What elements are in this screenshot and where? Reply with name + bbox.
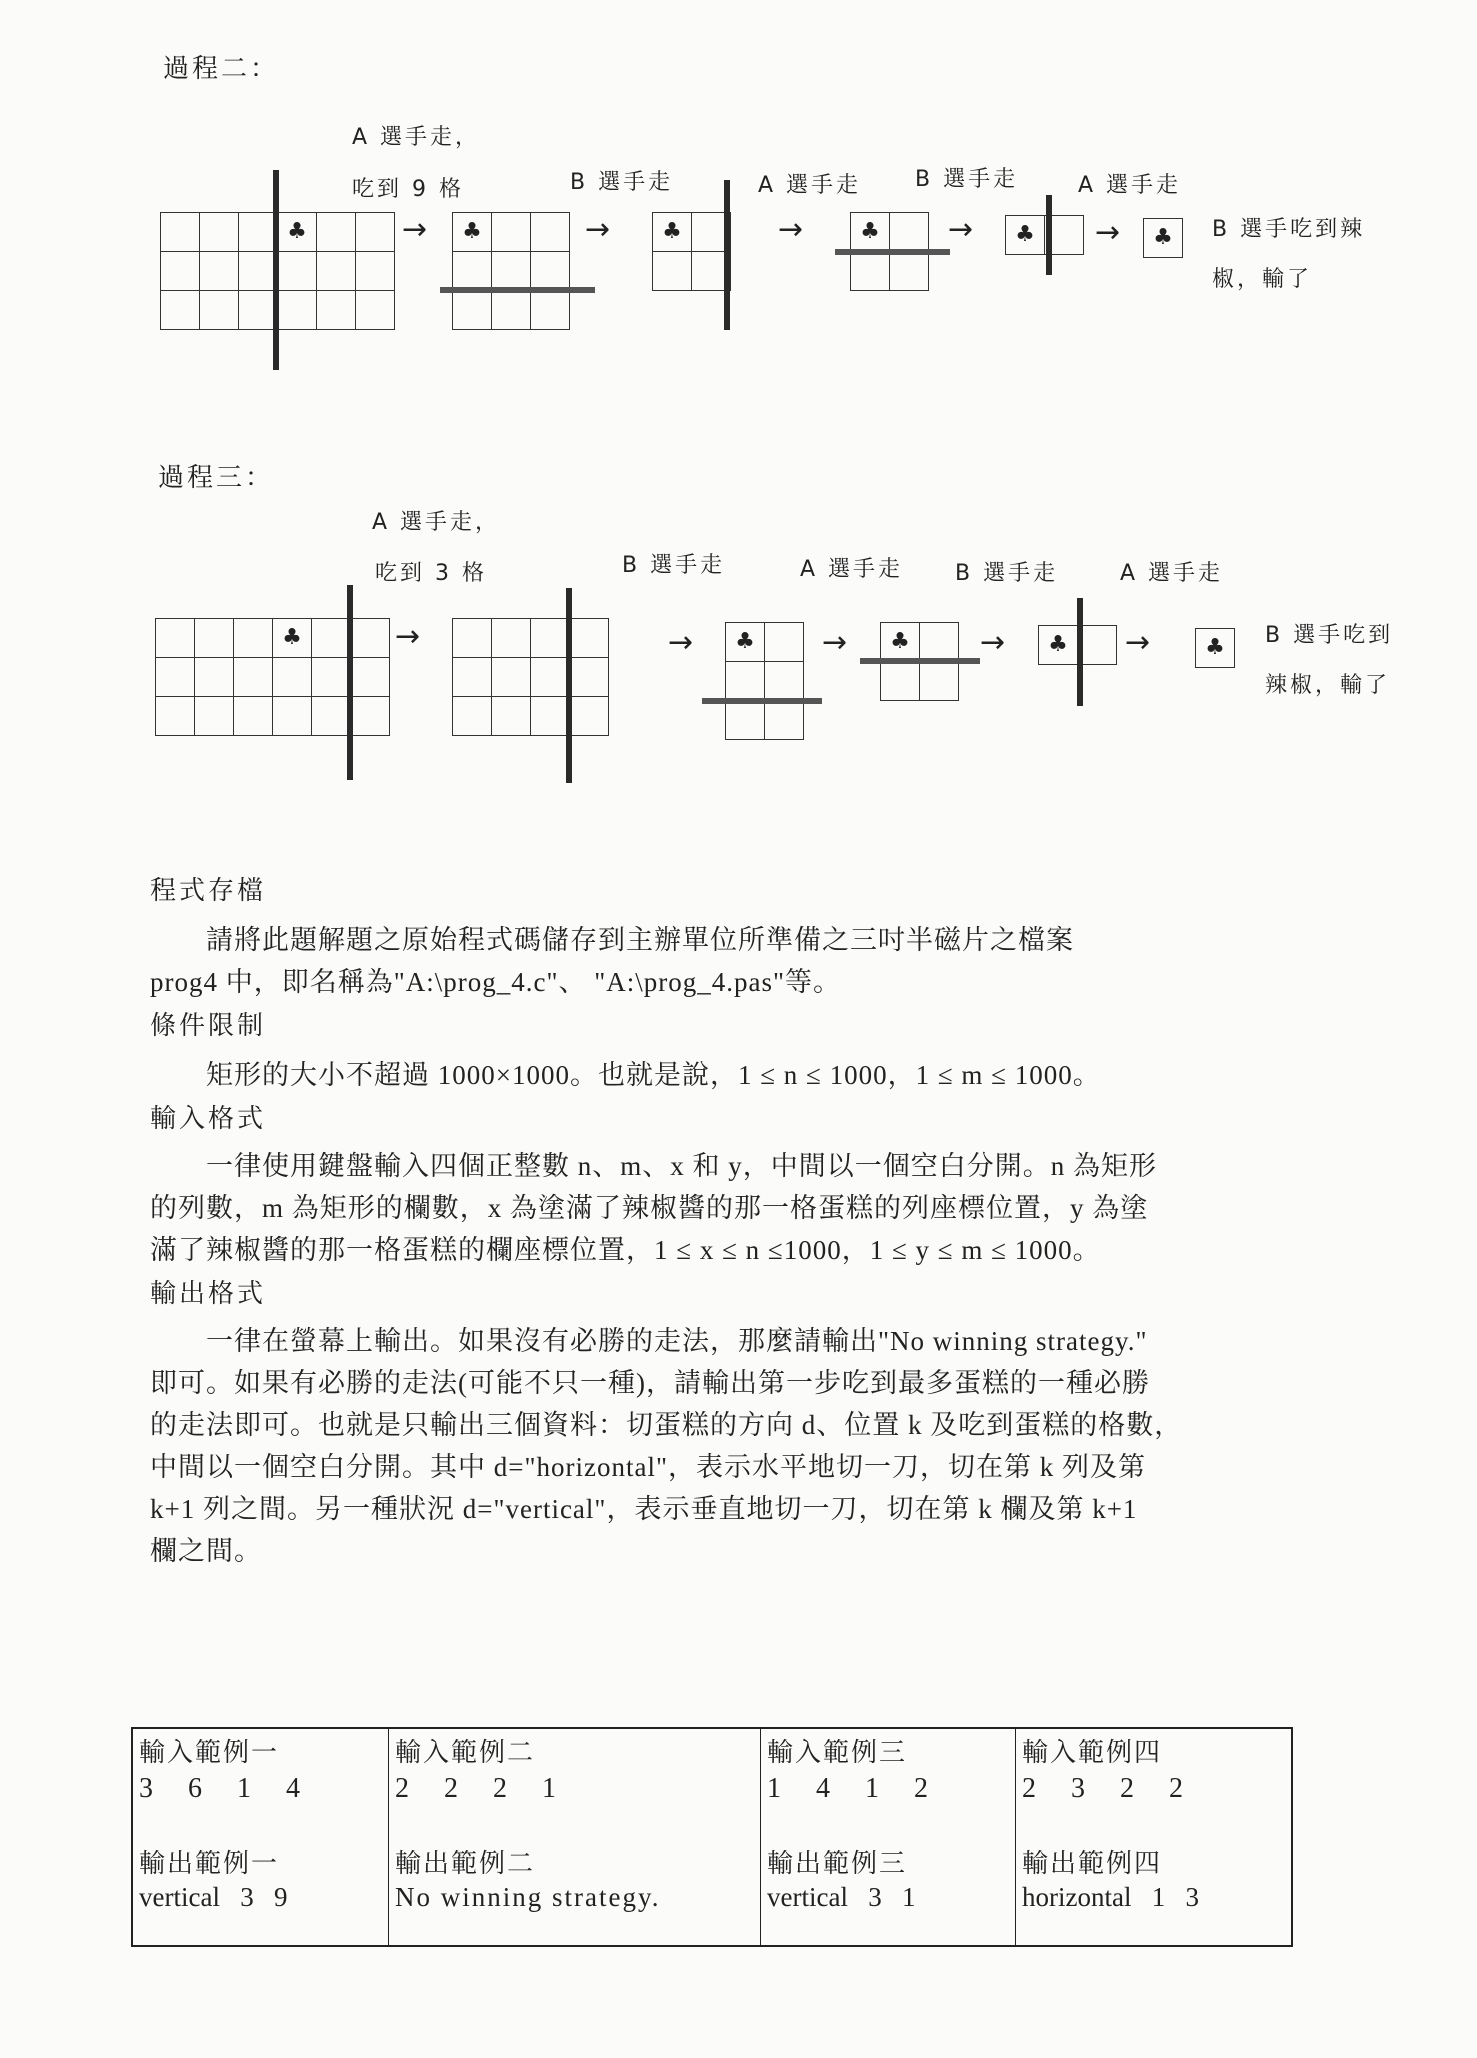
- p3-cake-grid-3: [725, 622, 804, 740]
- p2-label-a2: A 選手走: [758, 173, 862, 198]
- chili-cell-icon: ♣: [662, 219, 682, 244]
- p3-vertical-cut-2: [566, 588, 572, 783]
- arrow-icon: →: [585, 212, 611, 247]
- arrow-icon: →: [395, 619, 421, 654]
- limits-line-1: 矩形的大小不超過 1000×1000。也就是說，1 ≤ n ≤ 1000，1 ≤ m ≤ 1000。: [206, 1060, 1101, 1090]
- output-format-heading: 輸出格式: [150, 1279, 267, 1309]
- input-line-1: 一律使用鍵盤輸入四個正整數 n、m、x 和 y，中間以一個空白分開。n 為矩形: [206, 1151, 1157, 1181]
- chili-cell-icon: ♣: [287, 219, 307, 244]
- chili-cell-icon: ♣: [462, 219, 482, 244]
- p2-horizontal-cut-2: [835, 249, 950, 255]
- p3-label-b2: B 選手走: [955, 561, 1059, 586]
- output-line-5: k+1 列之間。另一種狀況 d="vertical"，表示垂直地切一刀，切在第 k 欄及第 k+1: [150, 1494, 1138, 1524]
- p3-label-b1: B 選手走: [622, 553, 726, 578]
- chili-cell-icon: ♣: [282, 625, 302, 650]
- p3-cake-grid-1: [155, 618, 390, 736]
- example-3-input-title: 輸入範例三: [767, 1738, 908, 1768]
- p3-label-end-line1: B 選手吃到: [1265, 623, 1394, 648]
- output-line-6: 欄之間。: [150, 1536, 262, 1566]
- p3-label-a2: A 選手走: [800, 557, 904, 582]
- example-1-output: vertical 3 9: [139, 1882, 288, 1912]
- p3-cake-grid-6: [1195, 628, 1235, 668]
- p3-horizontal-cut-2: [860, 658, 980, 664]
- example-2: [389, 1729, 761, 1945]
- input-line-2: 的列數，m 為矩形的欄數，x 為塗滿了辣椒醬的那一格蛋糕的列座標位置，y 為塗: [150, 1193, 1149, 1223]
- example-2-input-title: 輸入範例二: [395, 1738, 536, 1768]
- example-2-input: 2 2 2 1: [395, 1773, 570, 1804]
- example-1-input-title: 輸入範例一: [139, 1738, 280, 1768]
- example-1-input: 3 6 1 4: [139, 1773, 314, 1804]
- p2-cake-grid-6: [1143, 218, 1183, 258]
- save-heading: 程式存檔: [150, 876, 267, 906]
- p2-label-end-line2: 椒，輸了: [1212, 267, 1313, 292]
- p3-vertical-cut-3: [1077, 598, 1083, 706]
- example-3-output-title: 輸出範例三: [767, 1849, 908, 1879]
- p2-label-b2: B 選手走: [915, 167, 1019, 192]
- p3-label-a1-line2: 吃到 3 格: [375, 561, 487, 586]
- p2-cake-grid-5: [1005, 215, 1084, 255]
- p3-label-a1-line1: A 選手走，: [372, 510, 501, 535]
- limits-heading: 條件限制: [150, 1011, 267, 1041]
- example-4-input-title: 輸入範例四: [1022, 1738, 1163, 1768]
- p2-vertical-cut-2: [724, 180, 730, 330]
- p3-label-end-line2: 辣椒，輸了: [1265, 673, 1391, 698]
- arrow-icon: →: [1095, 215, 1121, 250]
- p3-vertical-cut-1: [347, 585, 353, 780]
- arrow-icon: →: [822, 625, 848, 660]
- arrow-icon: →: [668, 625, 694, 660]
- chili-cell-icon: ♣: [860, 219, 880, 244]
- process2-title: 過程二：: [163, 54, 280, 84]
- p2-vertical-cut-1: [273, 170, 279, 370]
- output-line-1: 一律在螢幕上輸出。如果沒有必勝的走法，那麼請輸出"No winning strategy.": [206, 1326, 1148, 1356]
- p2-cake-grid-3: [652, 212, 731, 291]
- example-4: [1016, 1729, 1291, 1945]
- example-1-output-title: 輸出範例一: [139, 1849, 280, 1879]
- example-4-output-title: 輸出範例四: [1022, 1849, 1163, 1879]
- chili-cell-icon: ♣: [1153, 225, 1173, 250]
- process3-title: 過程三：: [158, 463, 275, 493]
- save-line-1: 請將此題解題之原始程式碼儲存到主辦單位所準備之三吋半磁片之檔案: [206, 925, 1074, 955]
- arrow-icon: →: [980, 625, 1006, 660]
- examples-table: [131, 1727, 1293, 1947]
- chili-cell-icon: ♣: [1015, 222, 1035, 247]
- p2-label-end-line1: B 選手吃到辣: [1212, 217, 1366, 242]
- p2-label-a1-line2: 吃到 9 格: [352, 177, 464, 202]
- example-3-output: vertical 3 1: [767, 1882, 916, 1912]
- example-4-input: 2 3 2 2: [1022, 1773, 1197, 1804]
- output-line-4: 中間以一個空白分開。其中 d="horizontal"，表示水平地切一刀，切在第 k 列及第: [150, 1452, 1146, 1482]
- arrow-icon: →: [1125, 625, 1151, 660]
- example-3: [761, 1729, 1016, 1945]
- example-1: [133, 1729, 389, 1945]
- p3-horizontal-cut-1: [702, 698, 822, 704]
- chili-cell-icon: ♣: [890, 629, 910, 654]
- p2-label-b1: B 選手走: [570, 170, 674, 195]
- p2-vertical-cut-3: [1046, 195, 1052, 275]
- save-line-2: prog4 中，即名稱為"A:\prog_4.c"、 "A:\prog_4.pas"等。: [150, 967, 842, 997]
- chili-cell-icon: ♣: [1048, 632, 1068, 657]
- p2-horizontal-cut-1: [440, 287, 595, 293]
- example-2-output: No winning strategy.: [395, 1882, 661, 1912]
- input-format-heading: 輸入格式: [150, 1104, 267, 1134]
- chili-cell-icon: ♣: [1205, 635, 1225, 660]
- input-line-3: 滿了辣椒醬的那一格蛋糕的欄座標位置，1 ≤ x ≤ n ≤1000，1 ≤ y ≤ m ≤ 1000。: [150, 1235, 1101, 1265]
- arrow-icon: →: [948, 212, 974, 247]
- p2-cake-grid-2: [452, 212, 570, 330]
- p3-cake-grid-2: [452, 618, 609, 736]
- p3-label-a3: A 選手走: [1120, 561, 1224, 586]
- output-line-3: 的走法即可。也就是只輸出三個資料：切蛋糕的方向 d、位置 k 及吃到蛋糕的格數，: [150, 1410, 1183, 1440]
- example-3-input: 1 4 1 2: [767, 1773, 942, 1804]
- arrow-icon: →: [778, 212, 804, 247]
- output-line-2: 即可。如果有必勝的走法(可能不只一種)，請輸出第一步吃到最多蛋糕的一種必勝: [150, 1368, 1150, 1398]
- arrow-icon: →: [402, 212, 428, 247]
- example-2-output-title: 輸出範例二: [395, 1849, 536, 1879]
- p2-label-a3: A 選手走: [1078, 173, 1182, 198]
- p2-label-a1-line1: A 選手走，: [352, 125, 481, 150]
- example-4-output: horizontal 1 3: [1022, 1882, 1199, 1912]
- chili-cell-icon: ♣: [735, 629, 755, 654]
